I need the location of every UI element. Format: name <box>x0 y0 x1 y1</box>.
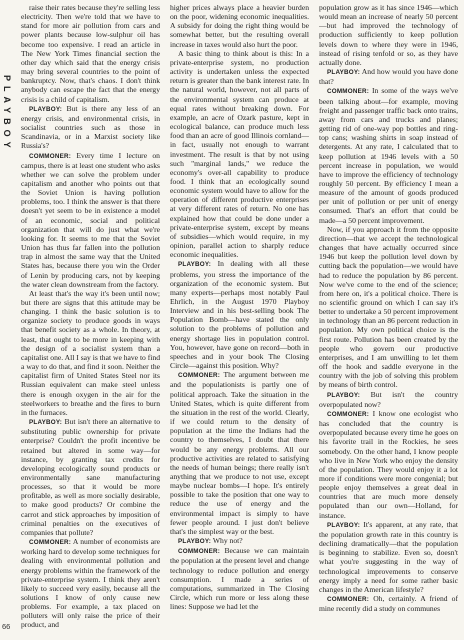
text-column-1 <box>21 3 160 634</box>
paragraph-text: A number of economists are working hard to develop some techniques for dealing with environmental pollution and energy problems within the framework of the private-enterprise system. I think they aren't likely to succeed very easily, because all the solutions I know of only cause new problems. For example, a tax placed on polluters will only raise the price of their product, and <box>21 537 160 630</box>
speaker-label: COMMONER: <box>29 152 72 160</box>
paragraph-text: population grow as it has since 1946—which would mean an increase of nearly 50 percent—but had improved the technology of production sufficiently to keep pollution levels down to where they were in 1946, instead of rising tenfold or so, as they have actually done. <box>319 3 458 67</box>
interview-exchange <box>170 370 309 536</box>
paragraph-text: It's apparent, at any rate, that the population growth rate in this country is declining dramatically—that the population is beginning to stabilize. Even so, doesn't what you're suggesting in the way of technological improvements to conserve energy imply a need for some rather basic changes in the American lifestyle? <box>319 519 458 594</box>
interview-exchange <box>170 546 309 611</box>
paragraph-text: But is there any less of an energy crisis, and environmental crisis, in socialist countries such as those in Scandinavia, or in a Marxist society like Russia's? <box>21 103 160 151</box>
interview-exchange <box>170 259 309 370</box>
paragraph-text: But isn't the country overpopulated now? <box>319 389 458 409</box>
paragraph-text: Oh, certainly. A friend of mine recently did a study on communes <box>319 594 458 614</box>
interview-exchange <box>21 104 160 151</box>
paragraph <box>21 289 160 417</box>
speaker-label: COMMONER: <box>327 410 370 418</box>
speaker-label: PLAYBOY: <box>327 521 361 529</box>
interview-exchange <box>21 151 160 289</box>
speaker-label: COMMONER: <box>178 548 221 556</box>
paragraph-text: And how would you have done that? <box>319 67 458 87</box>
magazine-masthead: PLAYBOY <box>2 75 12 153</box>
paragraph <box>170 49 309 260</box>
speaker-label: PLAYBOY: <box>327 391 361 399</box>
speaker-label: PLAYBOY: <box>29 105 63 113</box>
speaker-label: COMMONER: <box>327 596 370 603</box>
paragraph <box>319 225 458 390</box>
speaker-label: COMMONER: <box>327 88 370 96</box>
interview-exchange <box>21 537 160 630</box>
paragraph-text: But isn't there an alternative to substituting public ownership for private enterprise? Couldn't the profit incentive be retained but altered in some way—for instance, by granting tax credits for developing ecologically sound products or environmentally sane manufacturing processes, so that it would be more profitable, as well as more socially desirable, to make good products? Or combine the carrot and stick approaches by imposition of criminal penalties on the executives of companies that pollute? <box>21 417 160 537</box>
interview-exchange <box>319 409 458 520</box>
text-column-3 <box>319 3 458 634</box>
paragraph-text: Every time I lecture on campus, there is at least one student who asks whether we can solve the problem under capitalism and another who points out that the Soviet Union is having pollution problems, too. I think the answer is that there doesn't yet seem to be in existence a model of an economic, social and political organization that will do just what we're looking for. It seems to me that the Soviet Union has thus far fallen into the pollution trap in almost the same way that the United States has, because there you win the Order of Lenin by producing cars, not by keeping the water clean downstream from the factory. <box>21 150 160 289</box>
paragraph-text: Now, if you approach it from the opposite direction—that we accept the technological changes that have actually occurred since 1946 but keep the pollution level down by cutting back the population—we would have had to reduce the population by 86 percent. Now we've come to the end of the science; from here on, it's a political choice. There is no scientific ground on which I can say it's better to undertake a 50 percent improvement in technology than an 86 percent reduction in population. My own political choice is the first route. Pollution has been created by the people who govern our productive enterprises, and I am unwilling to let them off the hook and saddle everyone in the country with the job of solving this problem by means of birth control. <box>319 224 458 390</box>
speaker-label: PLAYBOY: <box>29 419 63 427</box>
speaker-label: PLAYBOY: <box>327 69 361 77</box>
interview-exchange <box>319 520 458 594</box>
article-body <box>21 3 458 634</box>
paragraph-text: The argument between me and the populationists is partly one of political approach. Take the situation in the United States, which is quite different from the situation in the rest of the world. Clearly, if we could return to the density of population at the time the Indians had the country to themselves, I doubt that there would be any energy problems. All our productive activities are related to satisfying the needs of human beings; there really isn't anything that we produce to not use, except maybe nuclear bombs—I hope. It's entirely possible to take the position that one way to reduce the use of energy and the environmental impact is simply to have fewer people around. I just don't believe that's the simplest way or the best. <box>170 370 309 536</box>
speaker-label: PLAYBOY: <box>178 538 212 546</box>
interview-exchange <box>170 536 309 546</box>
speaker-label: PLAYBOY: <box>178 261 212 269</box>
interview-exchange <box>21 417 160 537</box>
paragraph-text: In dealing with all these problems, you stress the importance of the organization of the economic system. But many experts—perhaps most notably Paul Ehrlich, in the August 1970 Playboy Interview and in his best-selling book The Population Bomb—have stated the only solution to the problems of pollution and energy shortage lies in population control. You, however, have gone on record—both in speeches and in your book The Closing Circle—against this position. Why? <box>170 259 309 371</box>
interview-exchange <box>319 67 458 86</box>
interview-exchange <box>319 390 458 409</box>
paragraph-text: higher prices always place a heavier burden on the poor, widening economic inequalities. A subsidy for doing the right thing would be somewhat better, but the resulting overall increase in taxes would also hurt the poor. <box>170 3 309 49</box>
paragraph-text: At least that's the way it's been until now; but there are signs that this attitude may be changing. I think the basic solution is to organize society to produce goods in ways that benefit society as a whole. In theory, at least, that ought to be more in keeping with the design of a socialist system than a capitalist one. All I say is that we have to find a way to do that, and find it soon. Neither the capitalist firm of United States Steel nor its Russian equivalent can make steel unless there is enough oxygen in the air for the steelworkers to breathe and the fires to burn in the furnaces. <box>21 288 160 417</box>
paragraph-text: In some of the ways we've been talking about—for example, moving freight and passenger traffic back onto trains, away from cars and trucks and planes; getting rid of one-way pop bottles and ring-top cans; washing shirts in soap instead of detergents. At any rate, I calculated that to keep pollution at 1946 levels with a 50 percent increase in population, we would have to improve the efficiency of technology roughly 50 percent. By efficiency I mean a measure of the amount of goods produced per unit of pollution or per unit of energy consumed. That's an effort that could be made—a 50 percent improvement. <box>319 86 458 225</box>
interview-exchange <box>319 594 458 613</box>
paragraph-text: raise their rates because they're selling less electricity. Then we're told that we have to stand for more air pollution from cars and power plants because low-sulphur oil has become too expensive. I read an article in The New York Times financial section the other day which said that the energy crisis may bring several countries to the point of bankruptcy. Now, that's chaos. I don't think anybody can escape the fact that the energy crisis is a child of capitalism. <box>21 3 160 104</box>
text-column-2 <box>170 3 309 634</box>
interview-exchange <box>319 86 458 224</box>
paragraph <box>319 3 458 67</box>
paragraph <box>21 3 160 104</box>
paragraph-text: Because we can maintain the population at the present level and change technology to reduce pollution and energy consumption. I made a series of computations, summarized in The Closing Circle, which run more or less along these lines: Suppose we had let the <box>170 546 309 612</box>
paragraph-text: Why not? <box>212 536 243 546</box>
paragraph-text: I know one ecologist who has concluded that the country is overpopulated because every time he goes on his favorite trail in the Rockies, he sees somebody. On the other hand, I know people who live in New York who enjoy the density of the population. They would enjoy it a lot more if conditions were more congenial; but people enjoy themselves a great deal in countries that are much more densely populated than our own—Holland, for instance. <box>319 408 458 520</box>
paragraph <box>170 3 309 49</box>
page-sidebar <box>0 0 22 640</box>
paragraph-text: A basic thing to think about is this: In a private-enterprise system, no production activity is undertaken unless the expected return is greater than the bank interest rate. In the natural world, however, not all parts of the environmental system can produce at equal rates without breaking down. For example, an acre of Ozark pasture, kept in ecological balance, can produce much less food than an acre of good Illinois cornland—in fact, usually not enough to warrant investment. The result is that by not using such "marginal lands," we reduce the economy's over-all capability to produce food. I think that an ecologically sound economic system would have to allow for the operation of different productive enterprises at very different rates of return. No one has explained how that could be done under a private-enterprise system, except by means of subsidies—which would require, in my opinion, parallel action to sharply reduce economic inequalities. <box>170 48 309 260</box>
page-number: 66 <box>2 622 11 631</box>
speaker-label: COMMONER: <box>178 372 221 380</box>
speaker-label: COMMONER: <box>29 539 72 547</box>
